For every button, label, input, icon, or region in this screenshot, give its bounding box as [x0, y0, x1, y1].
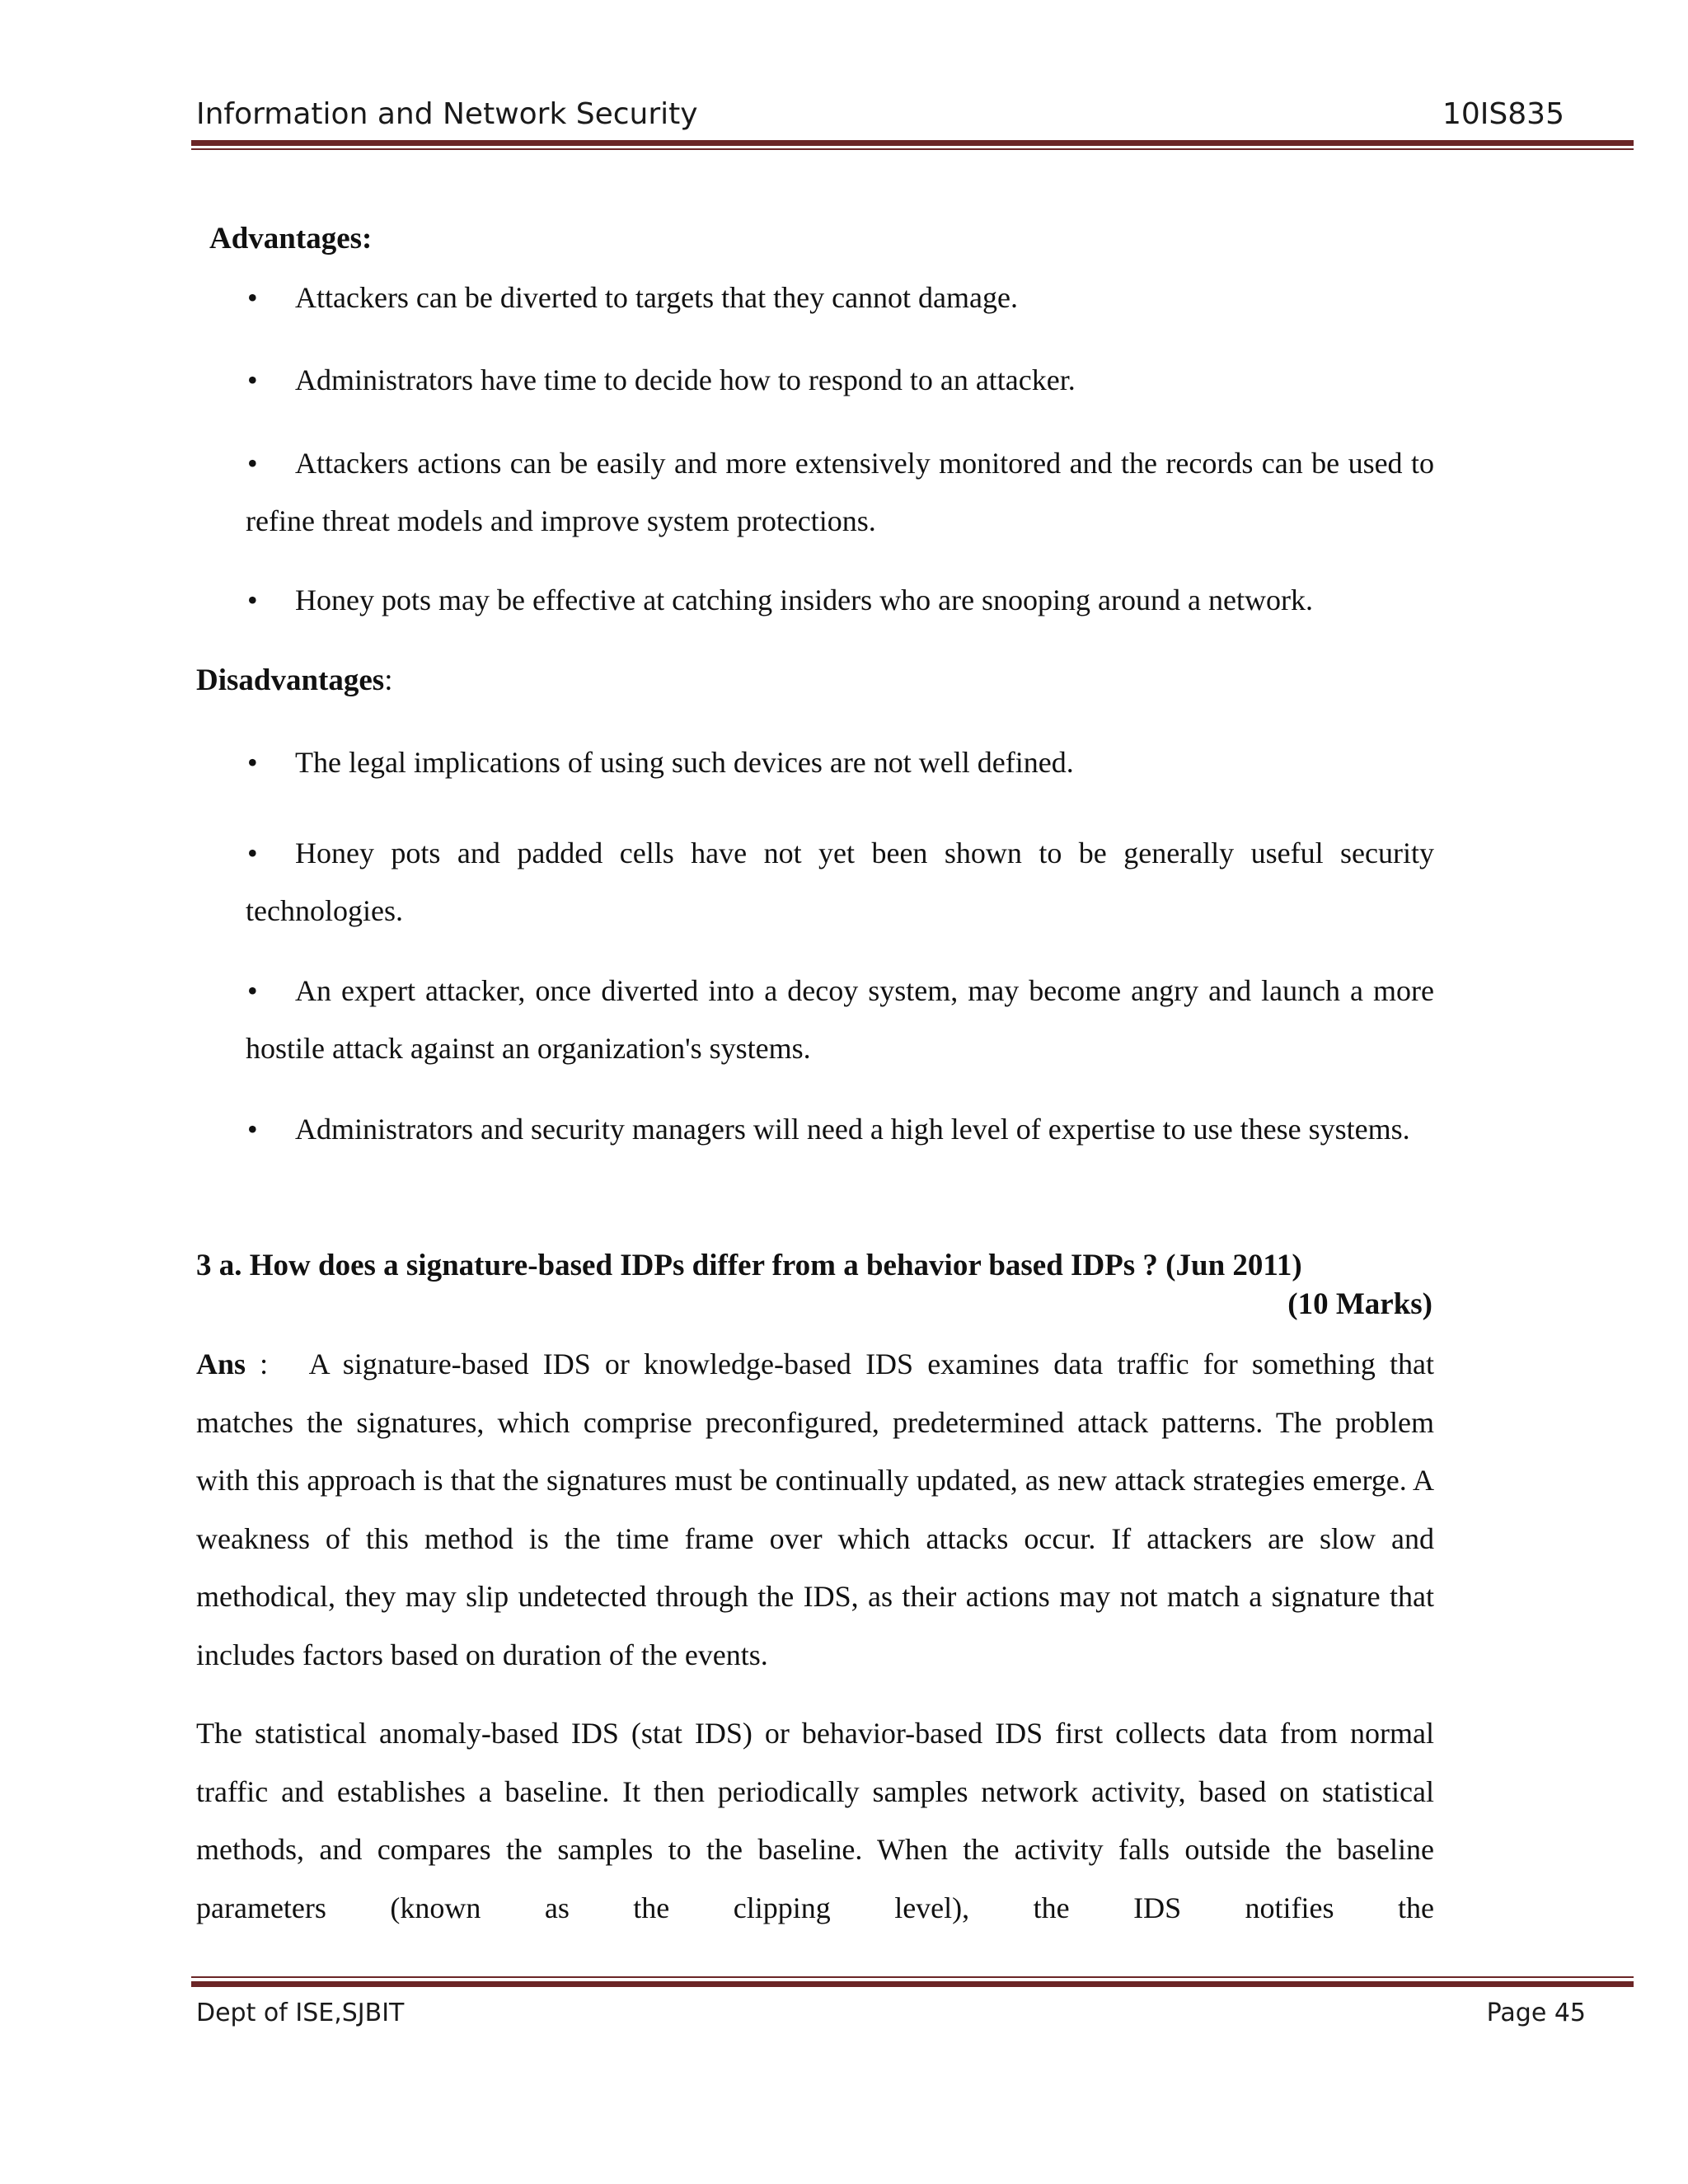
bullet-icon: •: [247, 1113, 258, 1146]
question-marks: (10 Marks): [1287, 1287, 1432, 1321]
list-item: [246, 962, 1434, 1077]
footer-department: Dept of ISE,SJBIT: [196, 1999, 405, 2027]
bullet-icon: •: [247, 281, 258, 314]
list-item: [246, 571, 1434, 629]
disadvantage-text: The legal implications of using such devices are not well defined.: [295, 746, 1074, 779]
list-item: [246, 269, 1434, 326]
bullet-icon: •: [247, 746, 258, 779]
bullet-icon: •: [247, 974, 258, 1007]
footer-rule-thick: [191, 1981, 1634, 1987]
answer-paragraph-1-text: A signature-based IDS or knowledge-based IDS examines data traffic for something that matches the signatures, which comprise preconfigured, predetermined attack patterns. The problem with this approach is that the signatures must be continually updated, as new attack strategies emerge. A weakness of this method is the time frame over which attacks occur. If attackers are slow and methodical, they may slip undetected through the IDS, as their actions may not match a signature that includes factors based on duration of the events.: [196, 1347, 1434, 1671]
question-text: 3 a. How does a signature-based IDPs differ from a behavior based IDPs ? (Jun 2011): [196, 1249, 1302, 1282]
disadvantage-text: An expert attacker, once diverted into a decoy system, may become angry and launch a more hostile attack against an organization's systems.: [246, 974, 1434, 1065]
advantage-text: Attackers can be diverted to targets that they cannot damage.: [295, 281, 1018, 314]
disadvantage-text: Honey pots and padded cells have not yet been shown to be generally useful security technologies.: [246, 837, 1434, 927]
disadvantages-heading-colon: :: [384, 663, 393, 697]
advantage-text: Administrators have time to decide how to respond to an attacker.: [295, 363, 1076, 396]
bullet-icon: •: [247, 447, 258, 480]
header-rule-thin: [191, 148, 1634, 150]
list-item: [246, 351, 1434, 409]
answer-paragraph-1: [196, 1335, 1434, 1684]
header-title: Information and Network Security: [196, 97, 698, 131]
disadvantage-text: Administrators and security managers will need a high level of expertise to use these systems.: [295, 1113, 1410, 1146]
advantage-text: Attackers actions can be easily and more extensively monitored and the records can be used to refine threat models and improve system protections.: [246, 447, 1434, 537]
footer-rule-thin: [191, 1976, 1634, 1978]
advantage-text: Honey pots may be effective at catching insiders who are snooping around a network.: [295, 583, 1313, 616]
page-header: [196, 97, 1564, 138]
answer-separator: :: [246, 1347, 269, 1380]
bullet-icon: •: [247, 837, 258, 869]
header-course-code: 10IS835: [1442, 97, 1564, 131]
list-item: [246, 733, 1434, 791]
disadvantages-heading-text: Disadvantages: [196, 663, 385, 697]
answer-paragraph-2-text: The statistical anomaly-based IDS (stat IDS) or behavior-based IDS first collects data from normal traffic and establishes a baseline. It then periodically samples network activity, based on statistical methods, and compares the samples to the baseline. When the activity falls outside the baseline parameters (known as the clipping level), the IDS notifies the: [196, 1717, 1434, 1924]
footer-page-number: Page 45: [1486, 1999, 1586, 2027]
disadvantages-heading: [196, 663, 392, 698]
bullet-icon: •: [247, 583, 258, 616]
page-footer: [196, 1999, 1586, 2035]
exam-question: [196, 1246, 1432, 1324]
advantages-heading: Advantages:: [209, 222, 373, 255]
list-item: [246, 434, 1434, 550]
answer-label: Ans: [196, 1347, 246, 1380]
bullet-icon: •: [247, 363, 258, 396]
answer-paragraph-2: [196, 1704, 1434, 1937]
header-rule-thick: [191, 140, 1634, 146]
list-item: [246, 824, 1434, 940]
list-item: [246, 1100, 1434, 1158]
